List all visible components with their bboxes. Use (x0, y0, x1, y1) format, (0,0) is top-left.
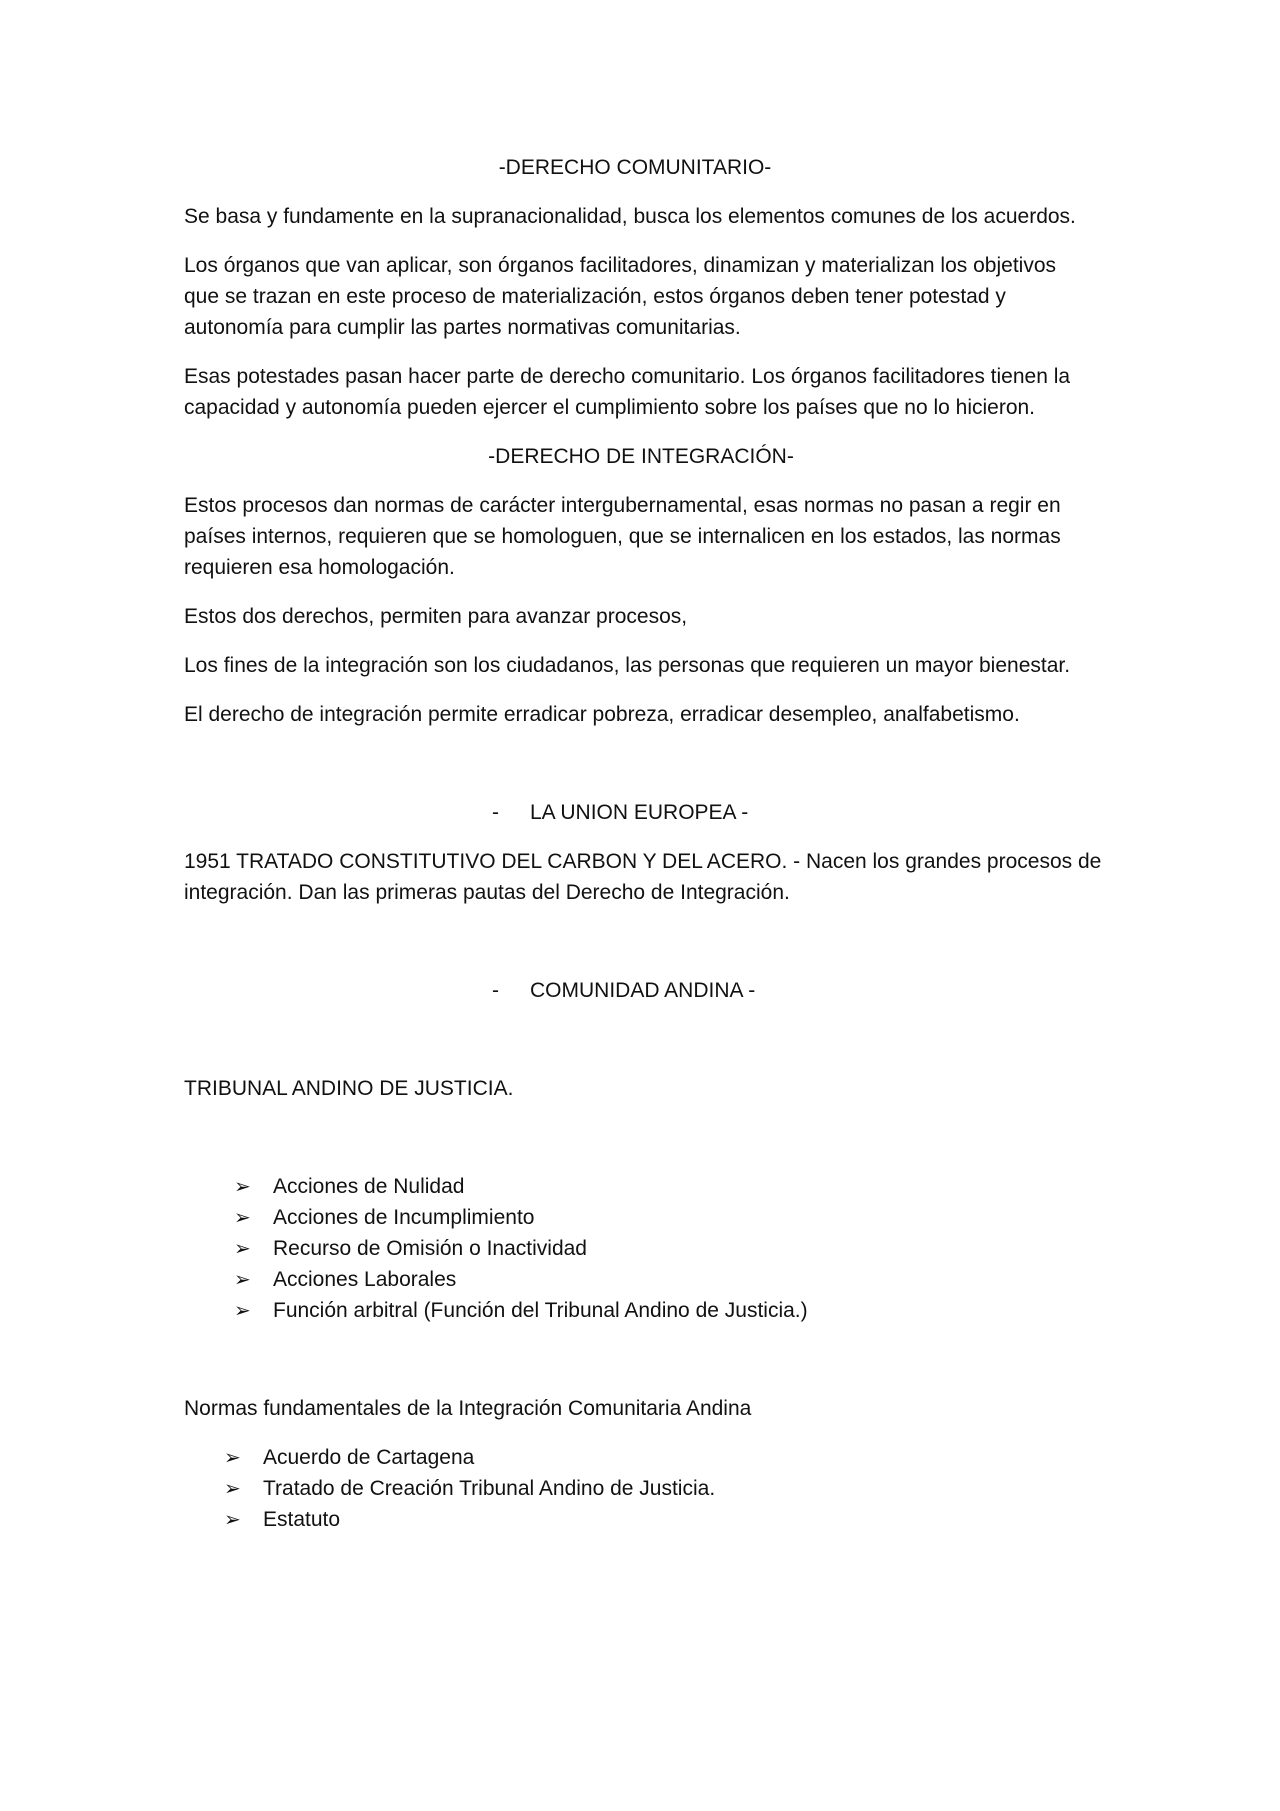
tribunal-heading: TRIBUNAL ANDINO DE JUSTICIA. (184, 1077, 514, 1100)
arrow-bullet-icon: ➢ (234, 1207, 251, 1229)
paragraph-procesos-line-2: países internos, requieren que se homologuen, que se internalicen en los estados, las normas (184, 525, 1061, 548)
arrow-bullet-icon: ➢ (224, 1478, 241, 1500)
paragraph-organos-line-3: autonomía para cumplir las partes normativas comunitarias. (184, 316, 741, 339)
heading-union-europea: LA UNION EUROPEA - (530, 801, 749, 824)
paragraph-dos-derechos: Estos dos derechos, permiten para avanzar procesos, (184, 605, 688, 628)
paragraph-fines: Los fines de la integración son los ciudadanos, las personas que requieren un mayor bienestar. (184, 654, 1071, 677)
paragraph-tratado-line-1: 1951 TRATADO CONSTITUTIVO DEL CARBON Y DEL ACERO. - Nacen los grandes procesos de (184, 850, 1102, 873)
list-item-label: Tratado de Creación Tribunal Andino de Justicia. (263, 1477, 716, 1500)
arrow-bullet-icon: ➢ (234, 1238, 251, 1260)
heading-derecho-comunitario: -DERECHO COMUNITARIO- (498, 156, 772, 179)
paragraph-procesos-line-1: Estos procesos dan normas de carácter intergubernamental, esas normas no pasan a regir en (184, 494, 1061, 517)
list-item-label: Acciones de Nulidad (273, 1175, 465, 1198)
list-item-label: Recurso de Omisión o Inactividad (273, 1237, 587, 1260)
list-item-label: Función arbitral (Función del Tribunal Andino de Justicia.) (273, 1299, 808, 1322)
normas-heading: Normas fundamentales de la Integración Comunitaria Andina (184, 1397, 752, 1420)
heading-union-europea-dash: - (492, 801, 499, 824)
paragraph-potestades-line-2: capacidad y autonomía pueden ejercer el cumplimiento sobre los países que no lo hicieron. (184, 396, 1036, 419)
paragraph-organos-line-2: que se trazan en este proceso de materialización, estos órganos deben tener potestad y (184, 285, 1006, 308)
paragraph-tratado-line-2: integración. Dan las primeras pautas del Derecho de Integración. (184, 881, 790, 904)
list-item-label: Acciones de Incumplimiento (273, 1206, 535, 1229)
arrow-bullet-icon: ➢ (224, 1509, 241, 1531)
heading-comunidad-andina-dash: - (492, 979, 499, 1002)
arrow-bullet-icon: ➢ (234, 1269, 251, 1291)
paragraph-potestades-line-1: Esas potestades pasan hacer parte de derecho comunitario. Los órganos facilitadores tienen la (184, 365, 1071, 388)
heading-comunidad-andina: COMUNIDAD ANDINA - (530, 979, 756, 1002)
paragraph-supranacionalidad: Se basa y fundamente en la supranacionalidad, busca los elementos comunes de los acuerdos. (184, 205, 1076, 228)
arrow-bullet-icon: ➢ (224, 1447, 241, 1469)
list-item-label: Estatuto (263, 1508, 341, 1531)
arrow-bullet-icon: ➢ (234, 1176, 251, 1198)
list-item-label: Acciones Laborales (273, 1268, 457, 1291)
list-item-label: Acuerdo de Cartagena (263, 1446, 475, 1469)
paragraph-procesos-line-3: requieren esa homologación. (184, 556, 455, 579)
paragraph-organos-line-1: Los órganos que van aplicar, son órganos facilitadores, dinamizan y materializan los objetivos (184, 254, 1056, 277)
arrow-bullet-icon: ➢ (234, 1300, 251, 1322)
paragraph-erradicar: El derecho de integración permite erradicar pobreza, erradicar desempleo, analfabetismo. (184, 703, 1020, 726)
heading-derecho-integracion: -DERECHO DE INTEGRACIÓN- (488, 445, 794, 468)
